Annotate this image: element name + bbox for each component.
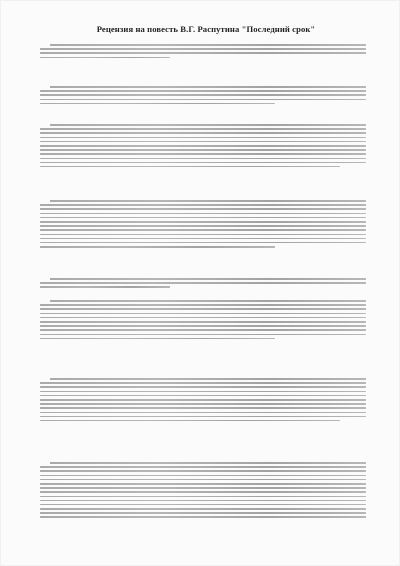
paragraph-5 (40, 278, 366, 291)
paragraph-6 (40, 300, 366, 342)
document-title: Рецензия на повесть В.Г. Распутина "Последний срок" (96, 24, 316, 34)
paragraph-8 (40, 462, 366, 521)
paragraph-3 (40, 124, 366, 170)
paragraph-4 (40, 200, 366, 250)
paragraph-2 (40, 86, 366, 107)
paragraph-1 (40, 44, 366, 61)
paragraph-7 (40, 378, 366, 424)
